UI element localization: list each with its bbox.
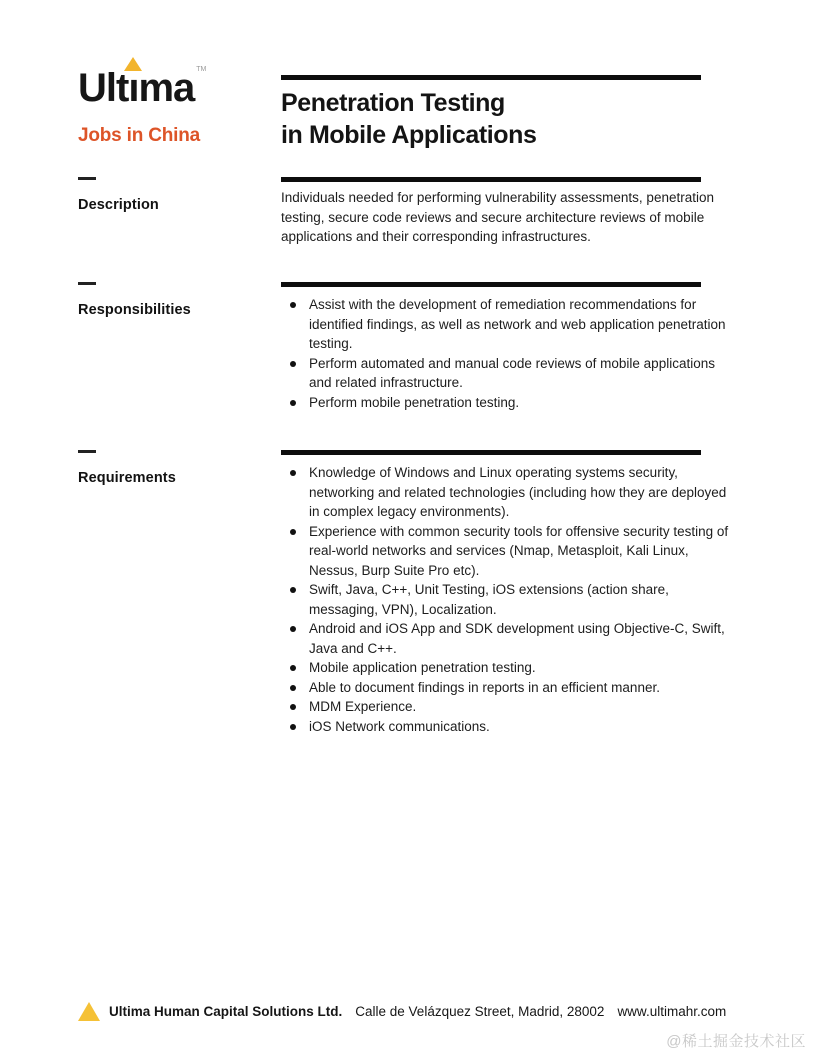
section-requirements: [78, 450, 741, 736]
bullet-text: Perform mobile penetration testing.: [309, 394, 520, 410]
section-label: Requirements: [78, 470, 176, 486]
job-title-block: [281, 75, 701, 151]
brand-text-prefix: Ult: [78, 66, 129, 110]
bullet-text: MDM Experience.: [309, 699, 417, 714]
section-description-header: [78, 177, 281, 247]
page-footer: [78, 1002, 726, 1021]
section-responsibilities-header: [78, 282, 281, 412]
list-item: [281, 580, 741, 619]
list-item: [281, 393, 741, 413]
title-top-rule: [281, 75, 701, 80]
list-item: [281, 619, 741, 658]
bullet-icon: [290, 685, 296, 691]
section-rule: [281, 282, 701, 287]
bullet-text: Knowledge of Windows and Linux operating systems security, networking and related technologies (including how they are deployed in complex legacy environments).: [309, 465, 727, 519]
responsibilities-list: [281, 295, 741, 412]
dash-icon: [78, 177, 96, 180]
bullet-icon: [290, 302, 296, 308]
trademark-mark: TM: [196, 66, 207, 73]
section-description-content: [281, 177, 741, 247]
bullet-text: Android and iOS App and SDK development using Objective-C, Swift, Java and C++.: [309, 621, 725, 656]
triangle-icon: [78, 1002, 100, 1021]
watermark-text: @稀土掘金技术社区: [666, 1033, 806, 1050]
list-item: [281, 354, 741, 393]
brand-letter-i: ı: [128, 68, 138, 108]
description-text: Individuals needed for performing vulnerability assessments, penetration testing, secure code reviews and secure architecture reviews of mobile applications and their corresponding infrastructures.: [281, 190, 714, 244]
list-item: [281, 717, 741, 737]
triangle-icon: [124, 57, 142, 71]
bullet-text: Able to document findings in reports in an efficient manner.: [309, 679, 660, 695]
bullet-icon: [290, 400, 296, 406]
bullet-icon: [290, 470, 296, 476]
bullet-text: Assist with the development of remediation recommendations for identified findings, as well as network and web application penetration testing.: [309, 297, 726, 351]
list-item: [281, 697, 741, 717]
company-logo: [78, 66, 206, 147]
section-responsibilities-content: [281, 282, 741, 412]
footer-company-name: Ultima Human Capital Solutions Ltd.: [109, 1004, 343, 1019]
list-item: [281, 678, 741, 698]
bullet-icon: [290, 587, 296, 593]
bullet-text: Mobile application penetration testing.: [309, 660, 536, 675]
brand-tagline: Jobs in China: [78, 125, 200, 146]
list-item: [281, 463, 741, 522]
section-responsibilities: [78, 282, 741, 412]
section-requirements-header: [78, 450, 281, 736]
bullet-icon: [290, 724, 296, 730]
section-rule: [281, 177, 701, 182]
bullet-text: Perform automated and manual code reviews of mobile applications and related infrastructure.: [309, 355, 715, 390]
dash-icon: [78, 282, 96, 285]
section-description: [78, 177, 741, 247]
section-rule: [281, 450, 701, 455]
job-title-line1: Penetration Testing: [281, 89, 505, 117]
section-label: Responsibilities: [78, 302, 191, 318]
bullet-icon: [290, 361, 296, 367]
bullet-icon: [290, 665, 296, 671]
list-item: [281, 658, 741, 678]
list-item: [281, 295, 741, 354]
section-label: Description: [78, 197, 159, 213]
list-item: [281, 522, 741, 581]
footer-website-link[interactable]: www.ultimahr.com: [617, 1004, 727, 1019]
bullet-icon: [290, 704, 296, 710]
bullet-text: iOS Network communications.: [309, 718, 490, 734]
bullet-icon: [290, 626, 296, 632]
bullet-text: Experience with common security tools for offensive security testing of real-world networks and services (Nmap, Metasploit, Kali Linux, Nessus, Burp Suite Pro etc).: [309, 523, 729, 578]
brand-wordmark: [78, 66, 206, 108]
page-title: [281, 87, 701, 151]
dash-icon: [78, 450, 96, 453]
requirements-list: [281, 463, 741, 736]
bullet-text: Swift, Java, C++, Unit Testing, iOS extensions (action share, messaging, VPN), Localization.: [309, 582, 669, 617]
job-title-line2: in Mobile Applications: [281, 121, 537, 149]
brand-text-suffix: ma: [138, 66, 195, 110]
section-requirements-content: [281, 450, 741, 736]
bullet-icon: [290, 529, 296, 535]
footer-address: Calle de Velázquez Street, Madrid, 28002: [355, 1004, 605, 1019]
